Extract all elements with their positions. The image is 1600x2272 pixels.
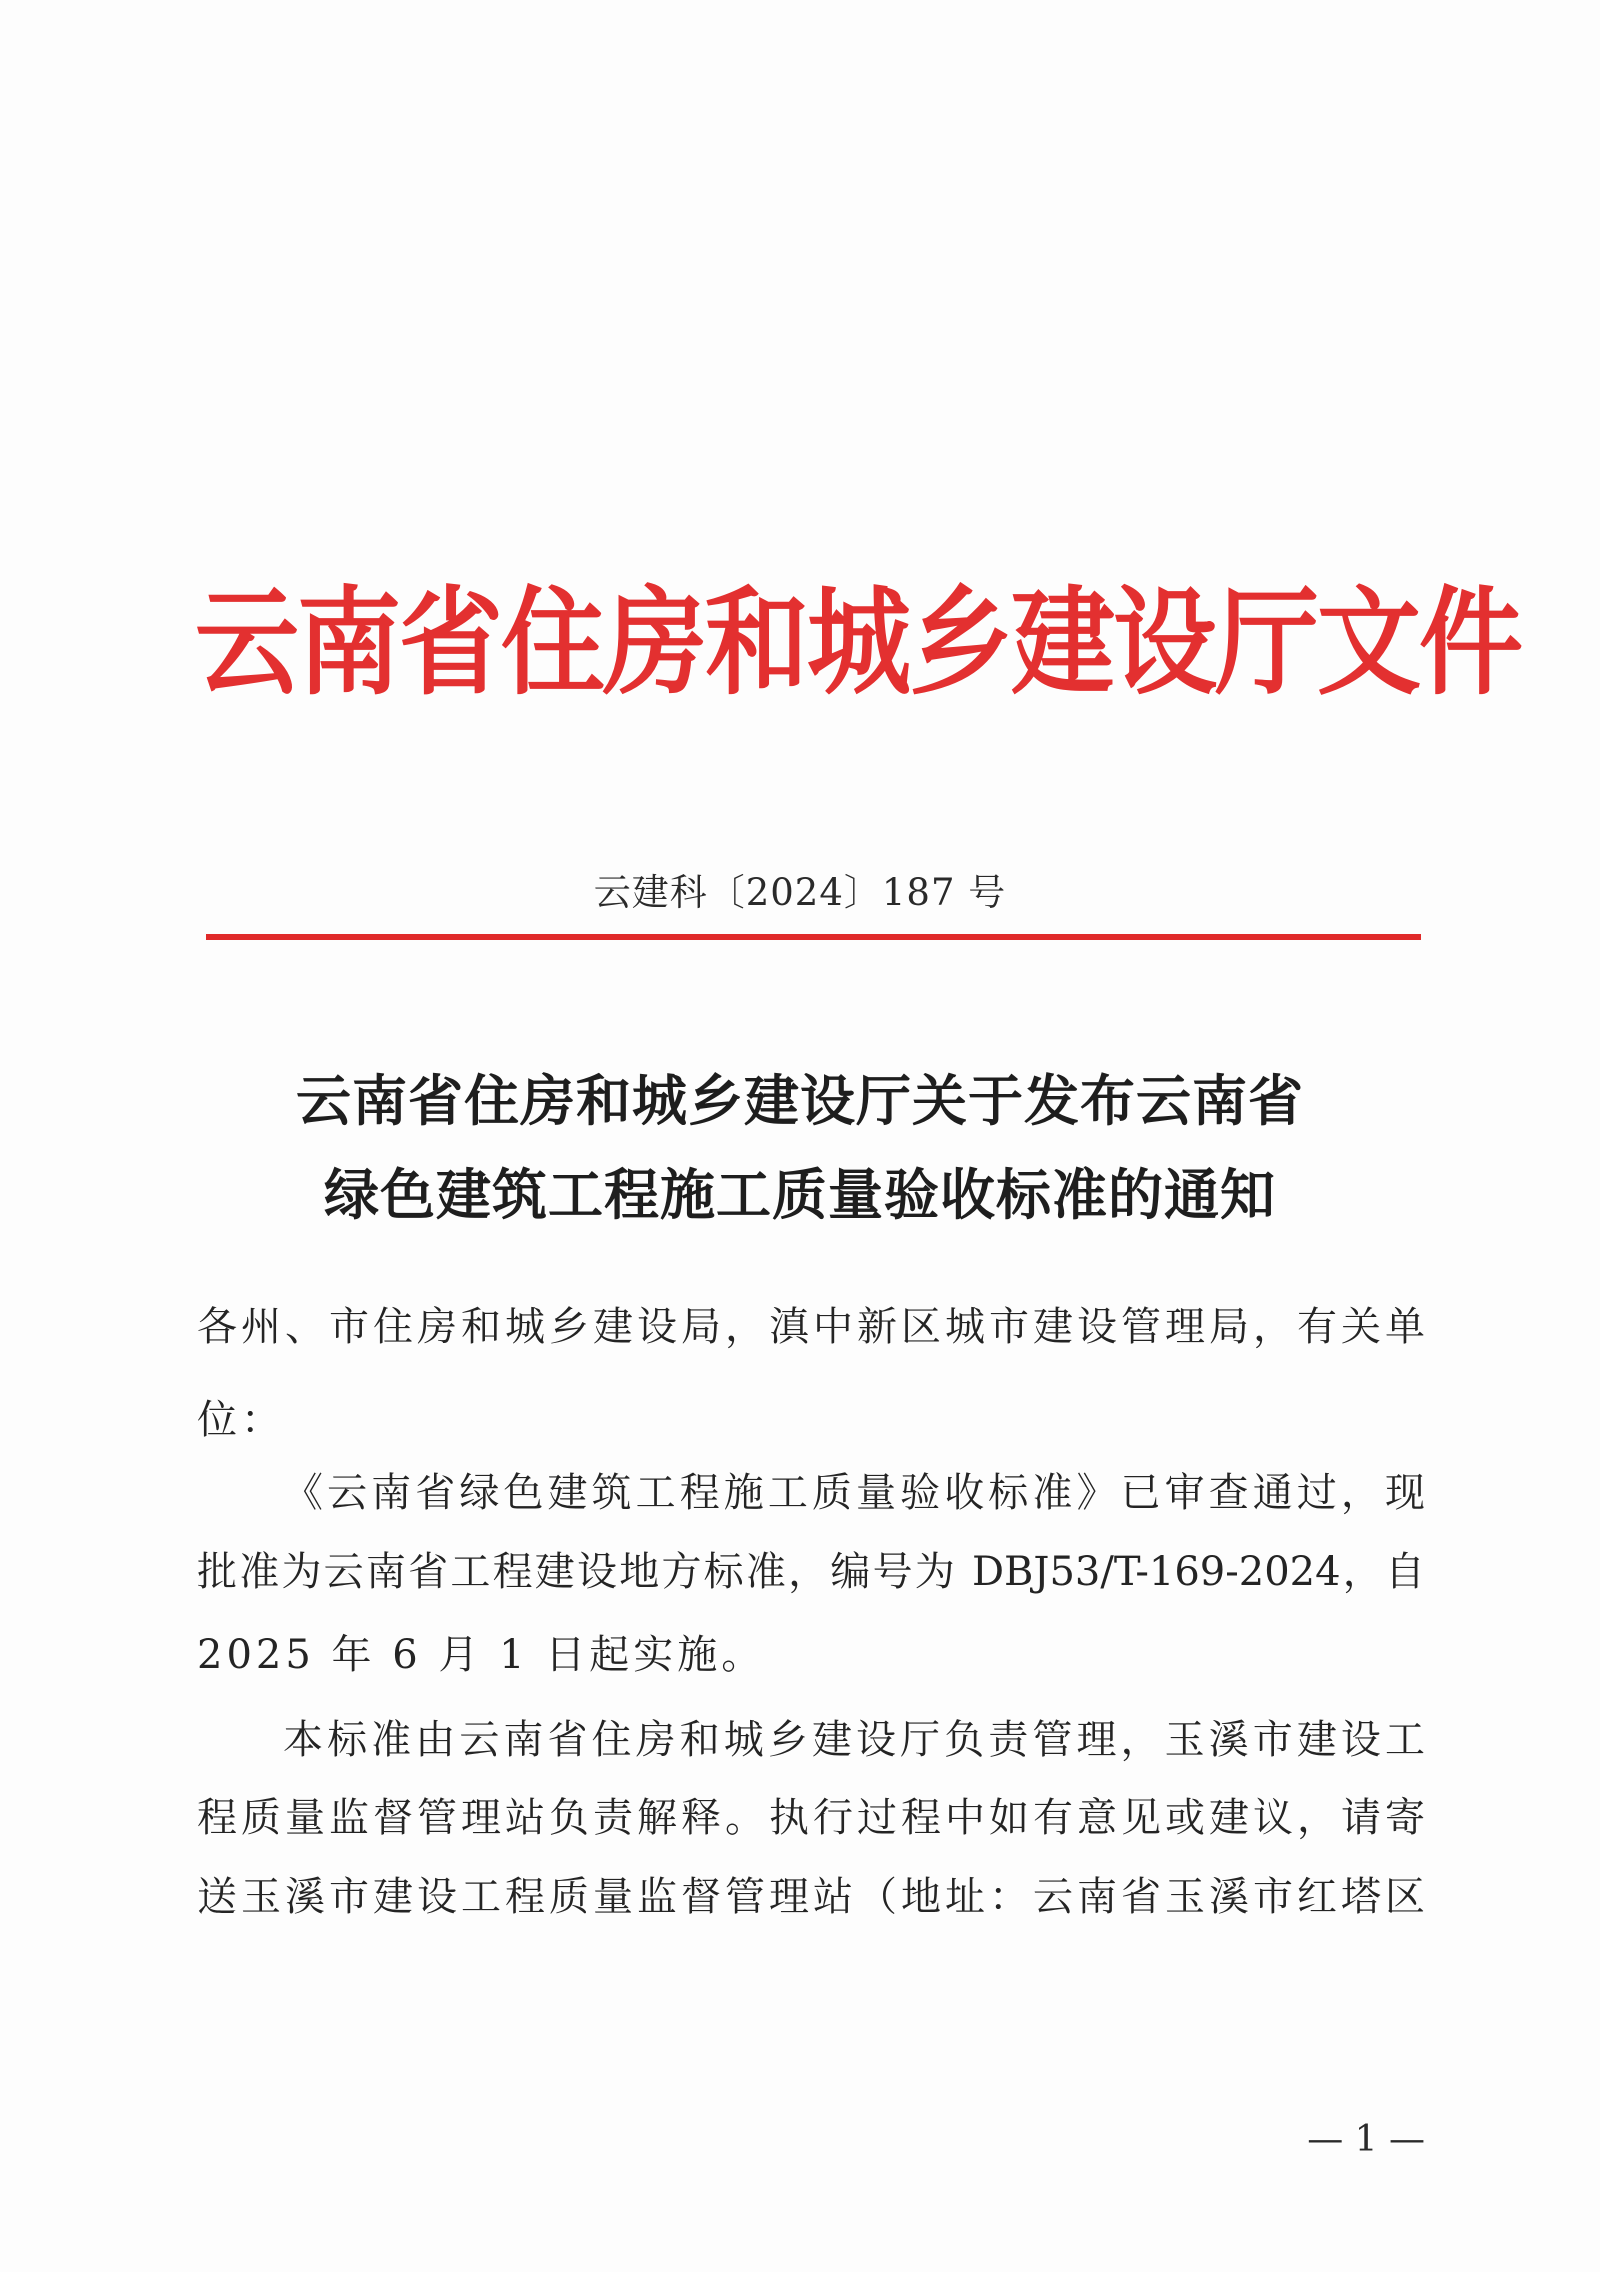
document-masthead: 云南省住房和城乡建设厅文件 [195,573,1522,712]
paragraph-2-line-3: 送玉溪市建设工程质量监督管理站（地址：云南省玉溪市红塔区 [197,1874,1425,1920]
notice-title-line-2: 绿色建筑工程施工质量验收标准的通知 [323,1162,1276,1227]
addressee-line-end: 位： [197,1397,285,1443]
red-separator-rule [206,934,1421,940]
document-number: 云建科〔2024〕187 号 [593,871,1007,914]
paragraph-1-line-3: 2025 年 6 月 1 日起实施。 [197,1632,766,1678]
paragraph-1-line-2: 批准为云南省工程建设地方标准，编号为 DBJ53/T-169-2024，自 [197,1549,1425,1595]
page-number: — 1 — [1307,2119,1425,2160]
paragraph-1-line-1: 《云南省绿色建筑工程施工质量验收标准》已审查通过，现 [283,1470,1425,1516]
addressee-line: 各州、市住房和城乡建设局，滇中新区城市建设管理局，有关单 [197,1304,1425,1350]
notice-title-line-1: 云南省住房和城乡建设厅关于发布云南省 [295,1068,1304,1133]
paragraph-2-line-1: 本标准由云南省住房和城乡建设厅负责管理，玉溪市建设工 [283,1717,1425,1763]
paragraph-2-line-2: 程质量监督管理站负责解释。执行过程中如有意见或建议，请寄 [197,1795,1425,1841]
